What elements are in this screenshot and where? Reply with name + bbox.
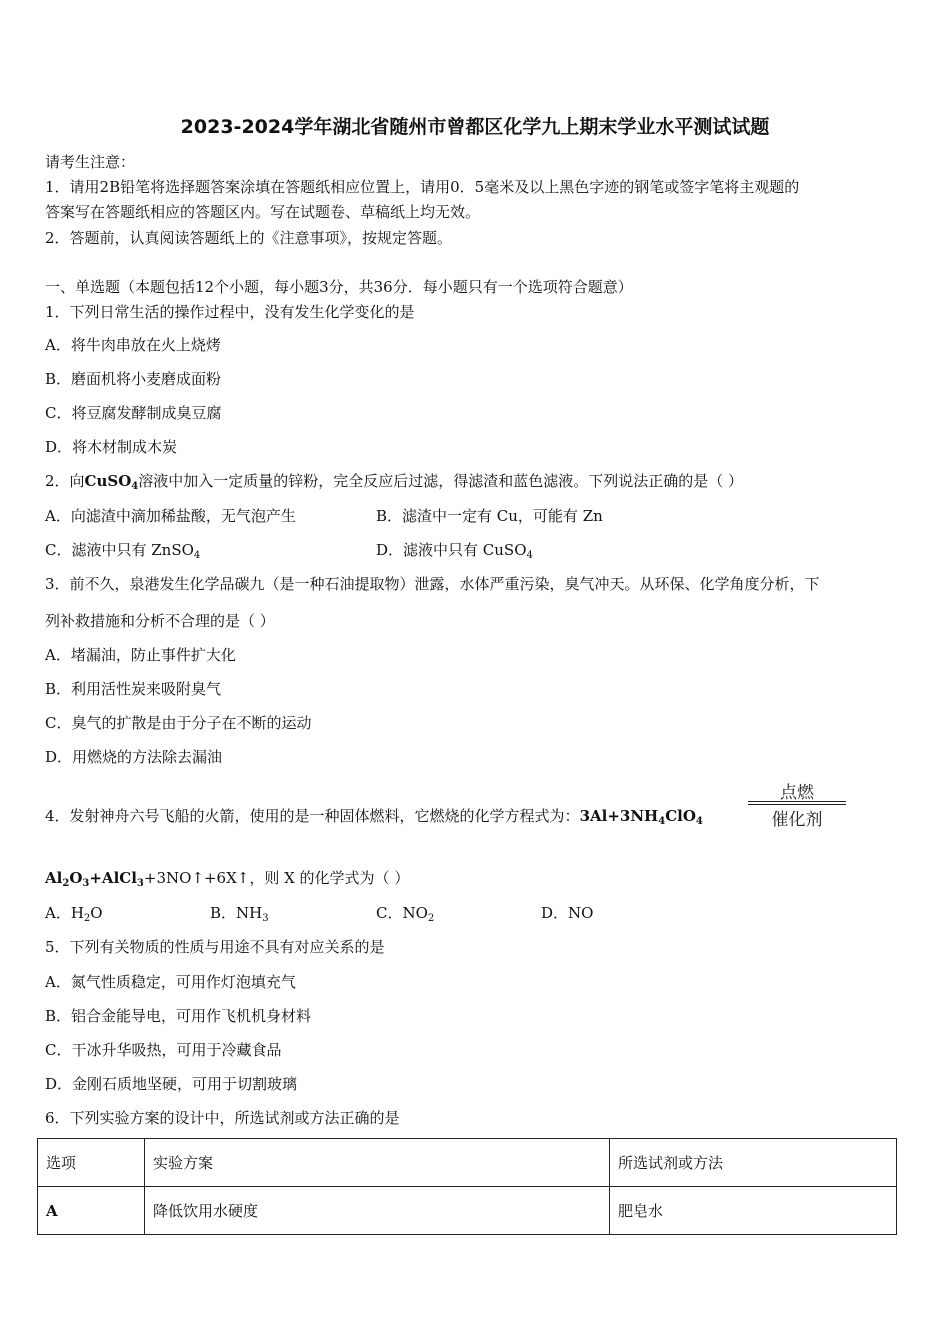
question-3-option-a: A．堵漏油，防止事件扩大化 (45, 646, 236, 664)
question-6-stem: 6．下列实验方案的设计中，所选试剂或方法正确的是 (45, 1109, 400, 1127)
condition-catalyst: 催化剂 (771, 810, 823, 830)
question-5-stem: 5．下列有关物质的性质与用途不具有对应关系的是 (45, 938, 385, 956)
table-header-cell: 所选试剂或方法 (610, 1139, 897, 1187)
question-1-stem: 1．下列日常生活的操作过程中，没有发生化学变化的是 (45, 303, 415, 321)
notice-line-1b: 答案写在答题纸相应的答题区内。写在试题卷、草稿纸上均无效。 (45, 203, 481, 221)
table-cell: 肥皂水 (610, 1187, 897, 1235)
question-4-option-d: D．NO (541, 904, 594, 922)
q4-stem-text: 4．发射神舟六号飞船的火箭，使用的是一种固体燃料，它燃烧的化学方程式为： (45, 807, 580, 825)
table-header-row (38, 1139, 897, 1187)
question-2-stem (45, 471, 743, 491)
q4-b-text: B．NH (210, 904, 263, 922)
question-2-option-b: B．滤渣中一定有 Cu，可能有 Zn (376, 507, 603, 525)
q2-formula (85, 472, 139, 490)
q4-equation-left (580, 807, 703, 825)
table-header-cell: 选项 (38, 1139, 145, 1187)
notice-line-2: 2．答题前，认真阅读答题纸上的《注意事项》，按规定答题。 (45, 229, 453, 247)
question-1-option-a: A．将牛肉串放在火上烧烤 (45, 336, 221, 354)
question-3-stem-a: 3．前不久，泉港发生化学品碳九（是一种石油提取物）泄露，水体严重污染，臭气冲天。从环保、化学角度分析，下 (45, 575, 820, 593)
question-5-option-b: B．铝合金能导电，可用作飞机机身材料 (45, 1007, 312, 1025)
q4-p3-sub: 3 (136, 878, 144, 889)
question-5-option-c: C．干冰升华吸热，可用于冷藏食品 (45, 1041, 282, 1059)
question-2-option-d (376, 540, 533, 560)
table-cell: A (38, 1187, 145, 1235)
q2-d-sub: 4 (526, 550, 533, 561)
q4-a-post: O (90, 904, 103, 922)
question-6-table (37, 1138, 897, 1235)
question-5-option-d: D．金刚石质地坚硬，可用于切割玻璃 (45, 1075, 298, 1093)
question-4-equation-right (45, 868, 409, 888)
q4-eq-sub-1: 4 (658, 816, 666, 827)
question-2-option-c (45, 540, 200, 560)
q2-c-sub: 4 (193, 550, 201, 561)
section-heading: 一、单选题（本题包括12个小题，每小题3分，共36分．每小题只有一个选项符合题意） (45, 278, 633, 296)
condition-ignite: 点燃 (780, 783, 814, 803)
question-4-stem (45, 806, 703, 826)
equation-line-upper (748, 801, 846, 802)
question-4-option-a (45, 903, 103, 923)
q2-formula-base: CuSO (84, 472, 132, 490)
notice-heading: 请考生注意： (45, 153, 136, 171)
question-1-option-d: D．将木材制成木炭 (45, 438, 178, 456)
question-5-option-a: A．氮气性质稳定，可用作灯泡填充气 (45, 973, 296, 991)
reaction-condition (748, 776, 846, 828)
question-2-option-a: A．向滤渣中滴加稀盐酸，无气泡产生 (45, 507, 296, 525)
q4-eq-sub-2: 4 (695, 816, 703, 827)
question-3-stem-b: 列补救措施和分析不合理的是（ ） (45, 612, 275, 630)
q4-p1-sub: 2 (62, 878, 70, 889)
q2-formula-sub: 4 (131, 481, 139, 492)
question-1-option-b: B．磨面机将小麦磨成面粉 (45, 370, 222, 388)
q4-p3: +AlCl (89, 869, 137, 887)
page-title: 2023-2024学年湖北省随州市曾都区化学九上期末学业水平测试试题 (180, 116, 770, 138)
q4-b-sub: 3 (262, 913, 269, 924)
question-1-option-c: C．将豆腐发酵制成臭豆腐 (45, 404, 222, 422)
question-4-option-b (210, 903, 269, 923)
notice-line-1a: 1．请用2B铅笔将选择题答案涂填在答题纸相应位置上，请用0．5毫米及以上黑色字迹的钢笔或签字笔将主观题的 (45, 178, 800, 196)
q4-a-text: A．H (45, 904, 84, 922)
q4-p2-sub: 3 (82, 878, 90, 889)
q2-stem-pre: 2．向 (45, 472, 85, 490)
q4-eq-left-a: 3Al+3NH (579, 807, 659, 825)
q4-c-sub: 2 (427, 913, 435, 924)
q4-p2: O (69, 869, 83, 887)
table-row (38, 1187, 897, 1235)
table-header-cell: 实验方案 (145, 1139, 610, 1187)
q4-question-tail: +3NO↑+6X↑，则 X 的化学式为（ ） (143, 869, 410, 887)
question-4-option-c (376, 903, 434, 923)
q4-eq-left-b: ClO (665, 807, 696, 825)
question-3-option-d: D．用燃烧的方法除去漏油 (45, 748, 223, 766)
q2-stem-post: 溶液中加入一定质量的锌粉，完全反应后过滤，得滤渣和蓝色滤液。下列说法正确的是（ ） (138, 472, 744, 490)
q4-a-sub: 2 (83, 913, 91, 924)
q4-products (45, 869, 144, 887)
q2-c-text: C．滤液中只有 ZnSO (45, 541, 194, 559)
question-3-option-c: C．臭气的扩散是由于分子在不断的运动 (45, 714, 312, 732)
q4-p1: Al (45, 869, 63, 887)
table-cell: 降低饮用水硬度 (145, 1187, 610, 1235)
q4-c-text: C．NO (376, 904, 428, 922)
q2-d-text: D．滤液中只有 CuSO (376, 541, 527, 559)
question-3-option-b: B．利用活性炭来吸附臭气 (45, 680, 222, 698)
